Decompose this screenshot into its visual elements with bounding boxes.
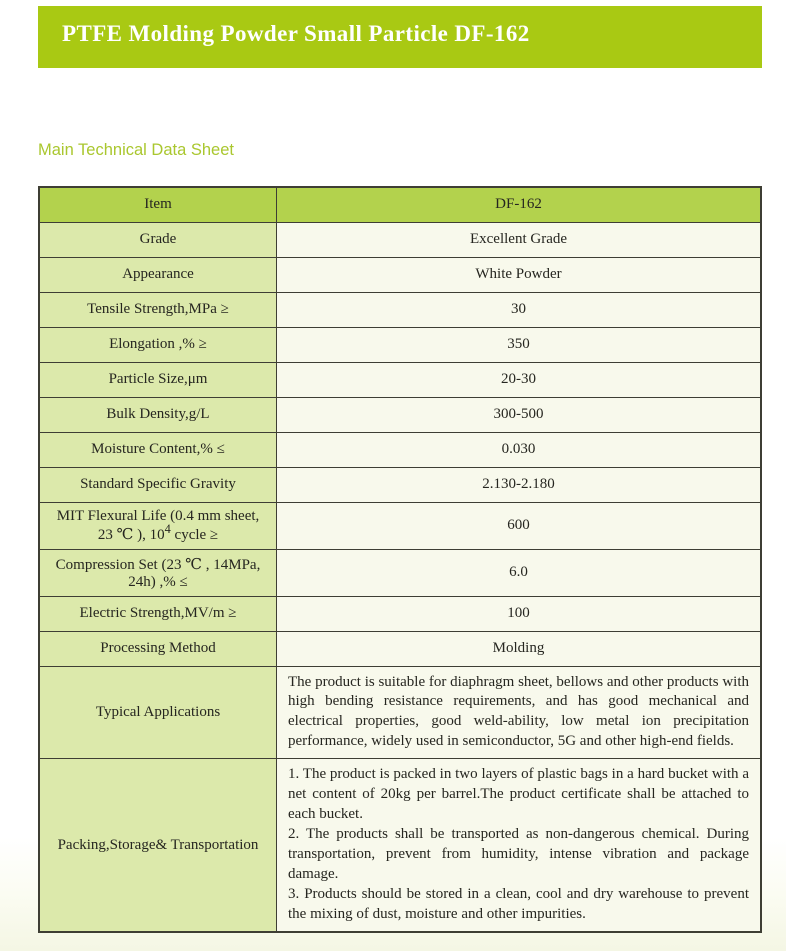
section-heading: Main Technical Data Sheet xyxy=(38,141,234,159)
spec-value-cell: 100 xyxy=(277,596,762,631)
technical-data-table xyxy=(38,186,762,933)
header-item-cell: Item xyxy=(39,187,277,222)
typical-applications-cell: The product is suitable for diaphragm sheet, bellows and other products with high bending resistance requirements, and has good mechanical and electrical properties, good weld-ability, low metal ion precipitation performance, widely used in semiconductor, 5G and other high-end fields. xyxy=(277,666,762,759)
packing-line: 3. Products should be stored in a clean, cool and dry warehouse to prevent the mixing of dust, moisture and other impurities. xyxy=(288,885,749,922)
superscript-exponent: 4 xyxy=(164,521,171,536)
label-text: MIT Flexural Life (0.4 mm sheet, 23 ℃ ), 10 xyxy=(56,507,260,543)
table-row xyxy=(39,222,761,257)
spec-value-cell: 300-500 xyxy=(277,397,762,432)
table-row xyxy=(39,467,761,502)
packing-storage-cell xyxy=(277,759,762,932)
table-row xyxy=(39,257,761,292)
spec-value-cell: 30 xyxy=(277,292,762,327)
spec-label-cell: Grade xyxy=(39,222,277,257)
spec-value-cell: 20-30 xyxy=(277,362,762,397)
spec-label-cell: Appearance xyxy=(39,257,277,292)
spec-label-cell: Packing,Storage& Transportation xyxy=(39,759,277,932)
spec-label-cell: Moisture Content,% ≤ xyxy=(39,432,277,467)
table-row xyxy=(39,666,761,759)
table-row xyxy=(39,292,761,327)
spec-label-cell: Tensile Strength,MPa ≥ xyxy=(39,292,277,327)
packing-line: 2. The products shall be transported as non-dangerous chemical. During transportation, prevent from humidity, intense vibration and package damage. xyxy=(288,826,749,882)
table-row xyxy=(39,432,761,467)
packing-line: 1. The product is packed in two layers of plastic bags in a hard bucket with a net content of 20kg per barrel.The product certificate shall be attached to each bucket. xyxy=(288,766,749,823)
spec-value-cell: 0.030 xyxy=(277,432,762,467)
table-row xyxy=(39,502,761,549)
spec-label-cell: Bulk Density,g/L xyxy=(39,397,277,432)
page-title: PTFE Molding Powder Small Particle DF-162 xyxy=(62,21,530,46)
spec-label-cell: Standard Specific Gravity xyxy=(39,467,277,502)
table-row xyxy=(39,549,761,596)
spec-value-cell: 6.0 xyxy=(277,549,762,596)
spec-label-cell: Typical Applications xyxy=(39,666,277,759)
spec-value-cell: 2.130-2.180 xyxy=(277,467,762,502)
spec-value-cell: Excellent Grade xyxy=(277,222,762,257)
spec-value-cell: 600 xyxy=(277,502,762,549)
spec-value-cell: White Powder xyxy=(277,257,762,292)
spec-label-cell xyxy=(39,502,277,549)
table-row xyxy=(39,327,761,362)
table-header-row xyxy=(39,187,761,222)
spec-value-cell: 350 xyxy=(277,327,762,362)
table-row xyxy=(39,759,761,932)
title-banner xyxy=(38,6,762,68)
spec-label-cell: Particle Size,μm xyxy=(39,362,277,397)
table-row xyxy=(39,631,761,666)
spec-label-cell: Electric Strength,MV/m ≥ xyxy=(39,596,277,631)
table-row xyxy=(39,596,761,631)
spec-label-cell: Compression Set (23 ℃ , 14MPa, 24h) ,% ≤ xyxy=(39,549,277,596)
spec-value-cell: Molding xyxy=(277,631,762,666)
spec-label-cell: Processing Method xyxy=(39,631,277,666)
label-text: cycle ≥ xyxy=(170,526,219,543)
table-row xyxy=(39,362,761,397)
table-row xyxy=(39,397,761,432)
header-product-cell: DF-162 xyxy=(277,187,762,222)
spec-label-cell: Elongation ,% ≥ xyxy=(39,327,277,362)
